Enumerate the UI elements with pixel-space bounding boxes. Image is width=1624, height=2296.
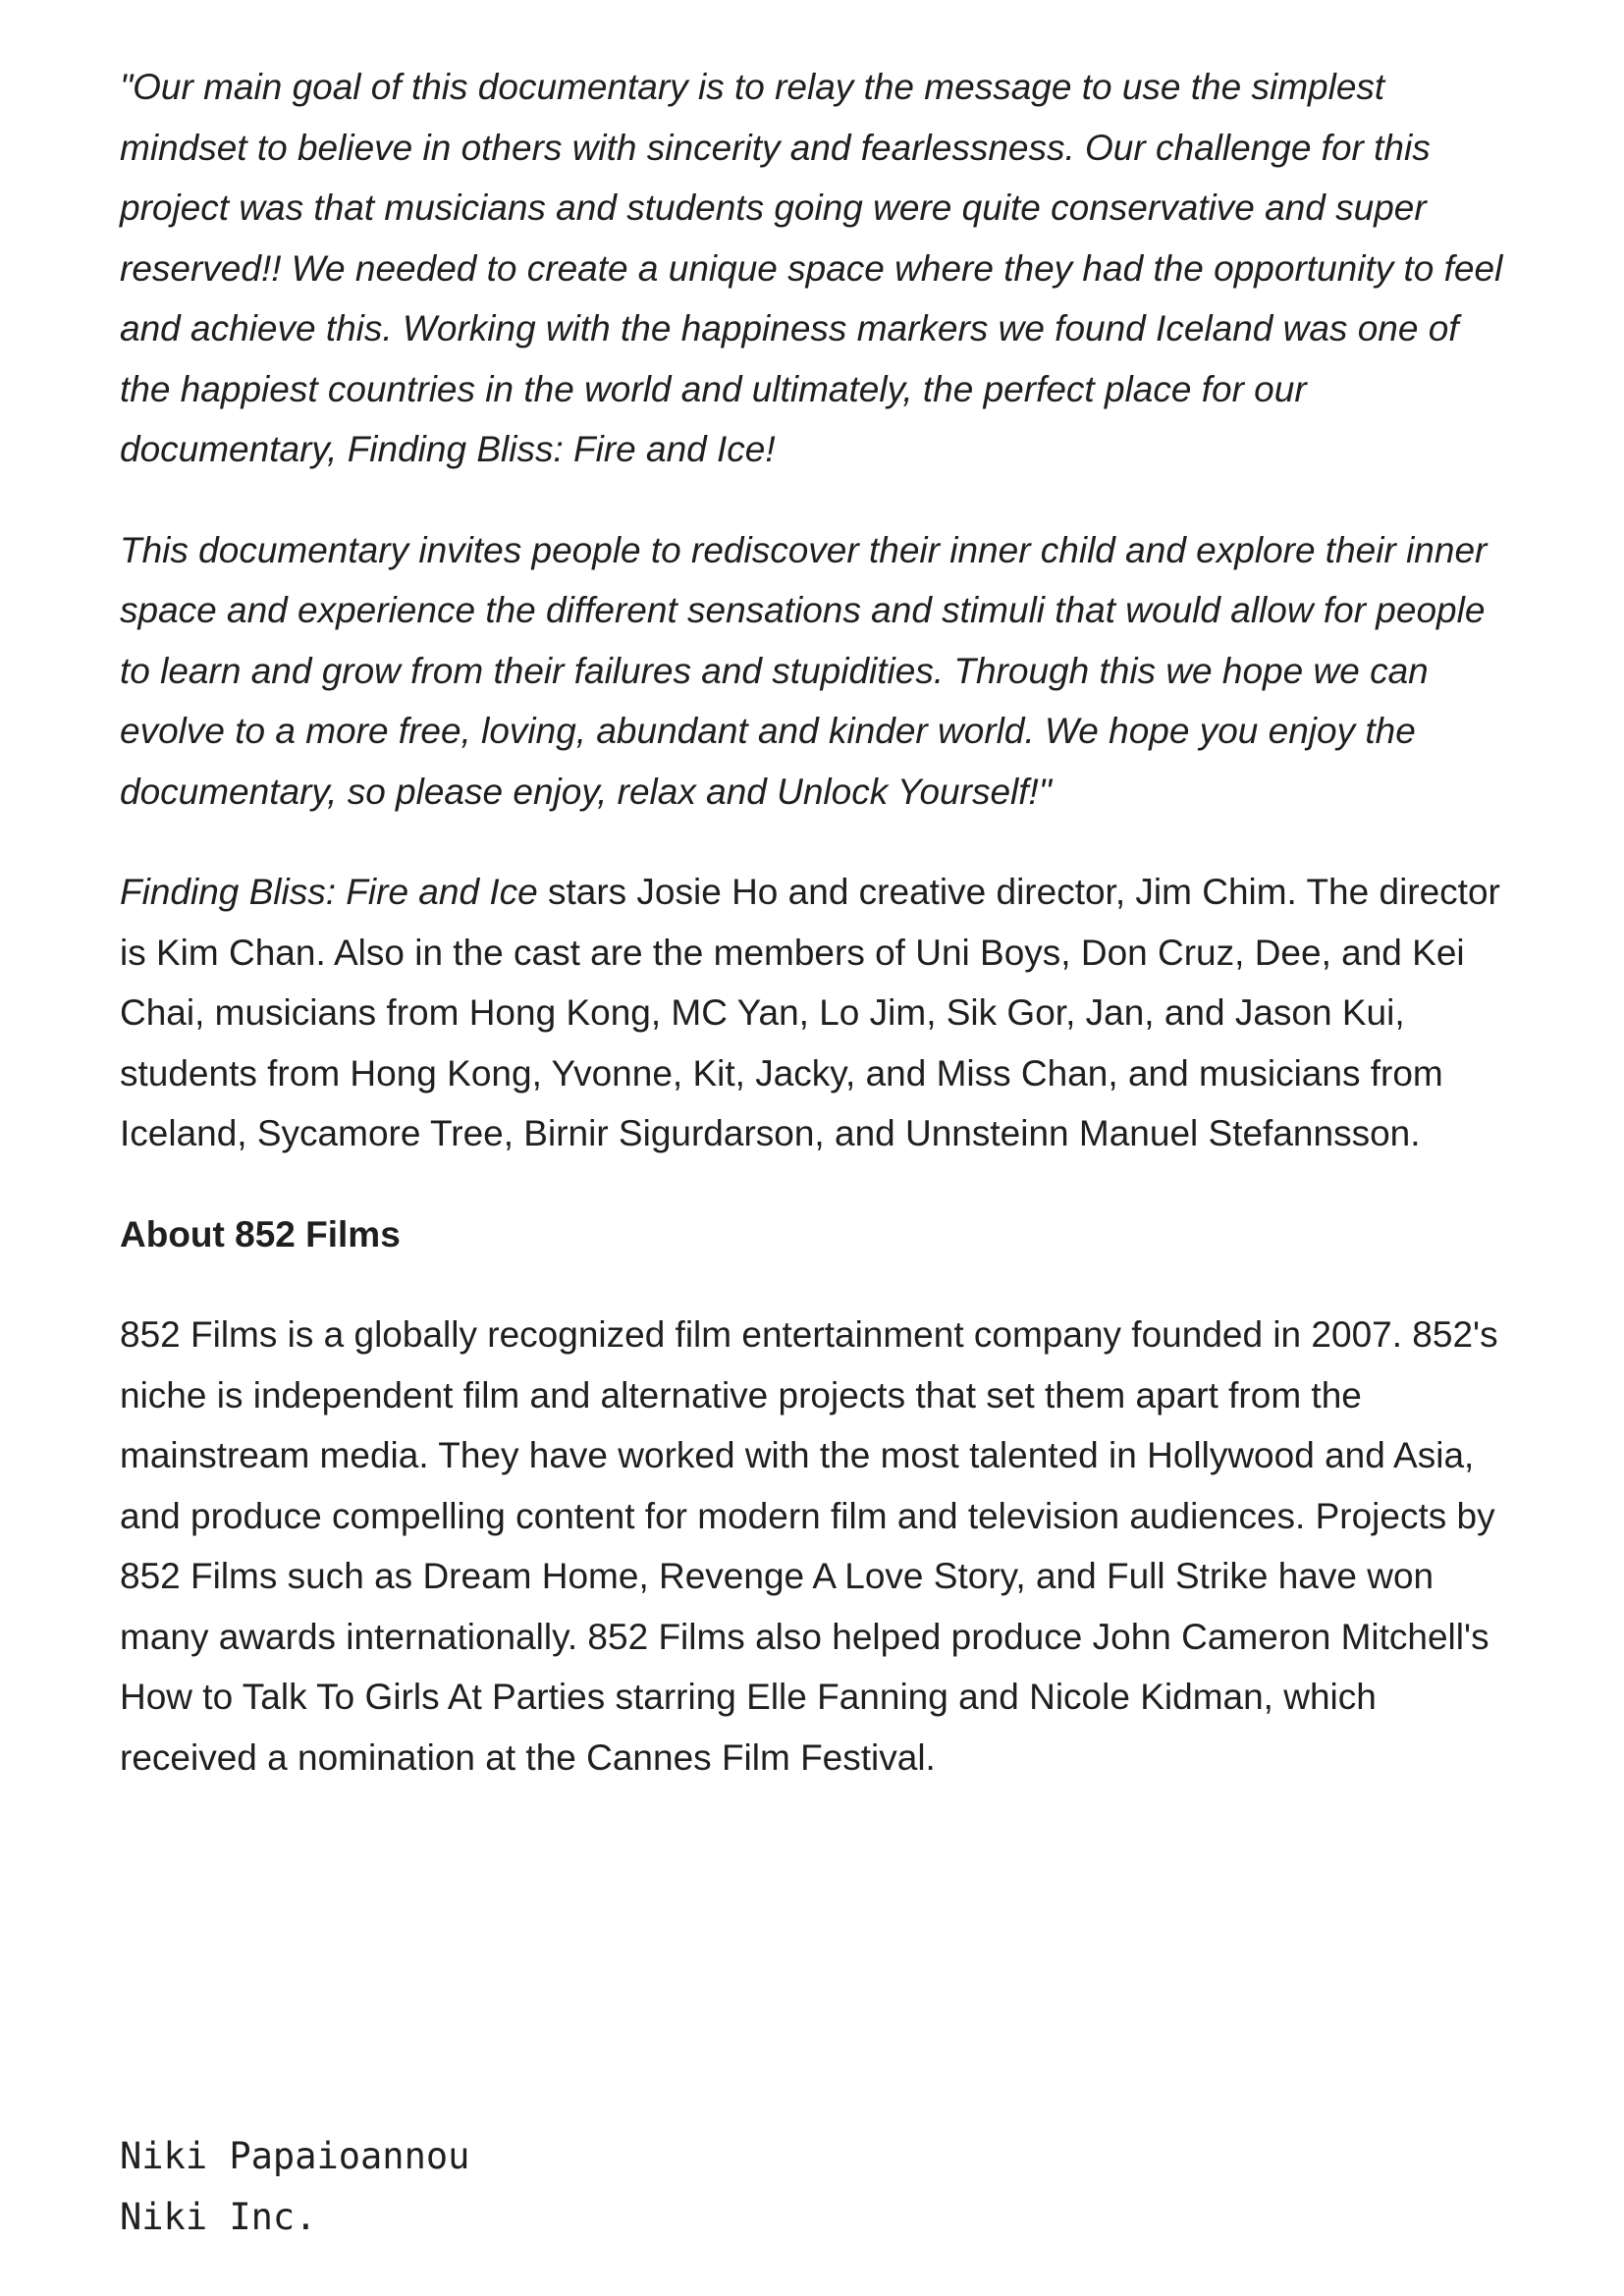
about-heading: About 852 Films [120, 1213, 401, 1255]
cast-text: stars Josie Ho and creative director, Jim Chim. The director is Kim Chan. Also in the cast are the members of Uni Boys, Don Cruz, Dee, and Kei Chai, musicians from Hong Kong, MC Yan, Lo Jim, Sik Gor, Jan, and Jason Kui, students from Hong Kong, Yvonne, Kit, Jacky, and Miss Chan, and musicians from Iceland, Sycamore Tree, Birnir Sigurdarson, and Unnsteinn Manuel Stefannsson. [120, 872, 1500, 1153]
quote-paragraph-2: This documentary invites people to rediscover their inner child and explore their inner space and experience the different sensations and stimuli that would allow for people to learn and grow from their failures and stupidities. Through this we hope we can evolve to a more free, loving, abundant and kinder world. We hope you enjoy the documentary, so please enjoy, relax and Unlock Yourself!" [120, 529, 1488, 812]
cast-paragraph [120, 862, 1514, 1164]
signature-name: Niki Papaioannou [120, 2135, 470, 2177]
signature-company: Niki Inc. [120, 2195, 317, 2238]
document-body [120, 57, 1514, 1828]
film-title: Finding Bliss: Fire and Ice [120, 872, 538, 912]
quote-paragraph-1: "Our main goal of this documentary is to relay the message to use the simplest mindset to believe in others with sincerity and fearlessness. Our challenge for this project was that musicians and students going were quite conservative and super reserved!! We needed to create a unique space where they had the opportunity to feel and achieve this. Working with the happiness markers we found Iceland was one of the happiest countries in the world and ultimately, the perfect place for our documentary, Finding Bliss: Fire and Ice! [120, 67, 1503, 469]
signature-block [120, 2126, 469, 2247]
about-paragraph: 852 Films is a globally recognized film entertainment company founded in 2007. 852's niche is independent film and alternative projects that set them apart from the mainstream media. They have worked with the most talented in Hollywood and Asia, and produce compelling content for modern film and television audiences. Projects by 852 Films such as Dream Home, Revenge A Love Story, and Full Strike have won many awards internationally. 852 Films also helped produce John Cameron Mitchell's How to Talk To Girls At Parties starring Elle Fanning and Nicole Kidman, which received a nomination at the Cannes Film Festival. [120, 1314, 1498, 1778]
